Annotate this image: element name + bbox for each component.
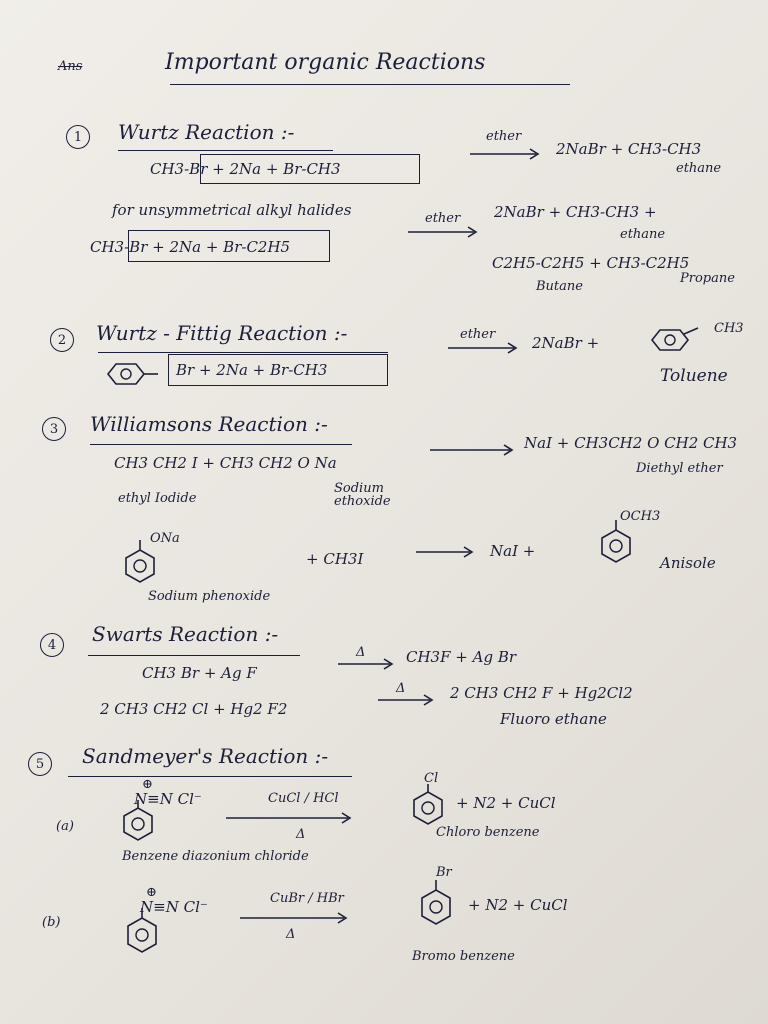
reactant-name: Sodium ethoxide [334,481,391,509]
struck-word: Ans [58,59,83,74]
reaction-arrow-icon [470,148,542,160]
benzene-ring-icon [414,880,458,930]
benzene-ring-icon [100,362,160,386]
product-name: ethane [676,161,722,176]
reaction-arrow-icon [240,912,350,924]
swarts-eq1-products: CH3F + Ag Br [406,648,517,666]
section-heading-wurtz-fittig: Wurtz - Fittig Reaction :- [96,321,348,345]
swarts-eq2-products: 2 CH3 CH2 F + Hg2Cl2 [450,684,633,702]
reaction-arrow-icon [338,658,396,670]
heat-symbol: Δ [286,927,296,942]
product-name: Bromo benzene [412,949,515,964]
substituent-label: Cl [424,771,439,786]
condition-label: ether [486,129,522,144]
wurtz-eq2-reactants: CH3-Br + 2Na + Br-C2H5 [90,238,291,256]
section-number: 4 [40,633,64,657]
reaction-arrow-icon [408,226,480,238]
benzene-ring-icon [650,328,720,352]
product-name: ethane [620,227,666,242]
section-heading-wurtz: Wurtz Reaction :- [118,120,295,144]
wurtz-eq1-reactants: CH3-Br + 2Na + Br-CH3 [150,160,341,178]
sandmeyer-b-products: + N2 + CuCl [468,896,568,914]
benzene-ring-icon [122,908,166,958]
product-name: Propane [680,271,735,286]
condition-label: ether [425,211,461,226]
substituent-label: OCH3 [620,509,661,524]
heat-symbol: Δ [356,645,366,660]
heading-underline [98,352,388,353]
benzene-ring-icon [120,540,164,584]
product-name: Fluoro ethane [500,710,607,728]
reaction-arrow-icon [378,694,436,706]
reaction-arrow-icon [448,342,520,354]
charge-symbol: ⊕ [146,885,157,900]
section-heading-williamson: Williamsons Reaction :- [90,412,328,436]
title-underline [170,84,570,85]
page-title: Important organic Reactions [165,50,486,75]
heat-symbol: Δ [296,827,306,842]
heat-symbol: Δ [396,681,406,696]
reaction-arrow-icon [226,812,354,824]
fittig-reactants: Br + 2Na + Br-CH3 [176,361,328,379]
section-number: 1 [66,125,90,149]
substituent-label: ONa [150,531,180,546]
product-name: Diethyl ether [636,461,723,476]
wurtz-eq2-products-2: C2H5-C2H5 + CH3-C2H5 [492,254,690,272]
reagent-label: CuCl / HCl [268,791,339,806]
heading-underline [68,776,352,777]
part-label: (a) [56,819,74,834]
condition-label: ether [460,327,496,342]
benzene-ring-icon [118,800,162,844]
reagent-label: CuBr / HBr [270,891,344,906]
heading-underline [90,444,352,445]
sandmeyer-a-products: + N2 + CuCl [456,794,556,812]
swarts-eq2-reactants: 2 CH3 CH2 Cl + Hg2 F2 [100,700,288,718]
substituent-label: Br [436,865,452,880]
product-name: Chloro benzene [436,825,540,840]
williamson-eq2-reagent: + CH3I [306,550,364,568]
section-number: 3 [42,417,66,441]
benzene-ring-icon [410,784,454,828]
product-name: Anisole [660,554,716,572]
reactant-name: Benzene diazonium chloride [122,849,309,864]
diazonium-salt: N≡N Cl⁻ [134,790,202,808]
reactant-name: ethyl Iodide [118,491,197,506]
wurtz-eq2-products: 2NaBr + CH3-CH3 + [494,203,657,221]
heading-underline [88,655,300,656]
swarts-eq1-reactants: CH3 Br + Ag F [142,664,257,682]
wurtz-note: for unsymmetrical alkyl halides [112,201,352,219]
product-name: Toluene [660,366,728,386]
charge-symbol: ⊕ [142,777,153,792]
benzene-ring-icon [592,520,636,564]
section-heading-swarts: Swarts Reaction :- [92,622,279,646]
reaction-arrow-icon [416,546,476,558]
substituent-label: CH3 [714,321,744,336]
reaction-arrow-icon [430,444,516,456]
section-heading-sandmeyer: Sandmeyer's Reaction :- [82,744,329,768]
heading-underline [118,150,333,151]
wurtz-eq1-products: 2NaBr + CH3-CH3 [556,140,702,158]
section-number: 2 [50,328,74,352]
fittig-products: 2NaBr + [532,334,600,352]
williamson-eq1-reactants: CH3 CH2 I + CH3 CH2 O Na [114,454,337,472]
product-name: Butane [536,279,583,294]
reactant-name: Sodium phenoxide [148,589,271,604]
williamson-eq2-products: NaI + [490,542,536,560]
section-number: 5 [28,752,52,776]
williamson-eq1-products: NaI + CH3CH2 O CH2 CH3 [524,434,738,452]
part-label: (b) [42,915,61,930]
diazonium-salt: N≡N Cl⁻ [140,898,208,916]
